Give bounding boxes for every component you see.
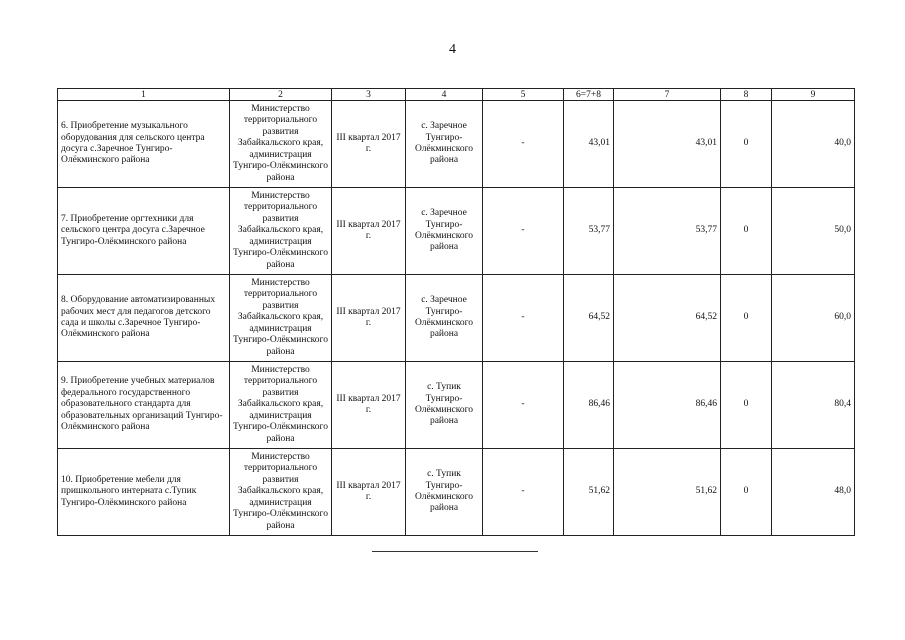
col5-value: - [483, 101, 564, 188]
header-row [58, 89, 855, 101]
activities-table [57, 88, 855, 536]
executor: Министерство территориального развития Забайкальского края, администрация Тунгиро-Олёкминского района [230, 101, 332, 188]
total-value: 86,46 [564, 362, 614, 449]
col5-value: - [483, 188, 564, 275]
col8-value: 0 [721, 101, 772, 188]
footer-divider [372, 551, 538, 552]
table-row [58, 449, 855, 536]
header-cell: 4 [406, 89, 483, 101]
total-value: 64,52 [564, 275, 614, 362]
col8-value: 0 [721, 188, 772, 275]
location: с. Заречное Тунгиро-Олёкминского района [406, 275, 483, 362]
period: III квартал 2017 г. [332, 275, 406, 362]
executor: Министерство территориального развития Забайкальского края, администрация Тунгиро-Олёкминского района [230, 449, 332, 536]
executor: Министерство территориального развития Забайкальского края, администрация Тунгиро-Олёкминского района [230, 275, 332, 362]
col5-value: - [483, 275, 564, 362]
total-value: 53,77 [564, 188, 614, 275]
col7-value: 43,01 [614, 101, 721, 188]
header-cell: 7 [614, 89, 721, 101]
table-row [58, 188, 855, 275]
col9-value: 60,0 [772, 275, 855, 362]
col5-value: - [483, 362, 564, 449]
activity-name: 8. Оборудование автоматизированных рабочих мест для педагогов детского сада и школы с.Заречное Тунгиро-Олёкминского района [58, 275, 230, 362]
executor: Министерство территориального развития Забайкальского края, администрация Тунгиро-Олёкминского района [230, 362, 332, 449]
col8-value: 0 [721, 275, 772, 362]
col9-value: 40,0 [772, 101, 855, 188]
col7-value: 53,77 [614, 188, 721, 275]
header-cell: 2 [230, 89, 332, 101]
col9-value: 80,4 [772, 362, 855, 449]
period: III квартал 2017 г. [332, 449, 406, 536]
period: III квартал 2017 г. [332, 188, 406, 275]
header-cell: 1 [58, 89, 230, 101]
period: III квартал 2017 г. [332, 362, 406, 449]
header-cell: 8 [721, 89, 772, 101]
activity-name: 7. Приобретение оргтехники для сельского центра досуга с.Заречное Тунгиро-Олёкминского района [58, 188, 230, 275]
activity-name: 6. Приобретение музыкального оборудования для сельского центра досуга с.Заречное Тунгиро-Олёкминского района [58, 101, 230, 188]
table-row [58, 101, 855, 188]
period: III квартал 2017 г. [332, 101, 406, 188]
col8-value: 0 [721, 362, 772, 449]
header-cell: 5 [483, 89, 564, 101]
total-value: 43,01 [564, 101, 614, 188]
location: с. Заречное Тунгиро-Олёкминского района [406, 188, 483, 275]
col7-value: 64,52 [614, 275, 721, 362]
page-number: 4 [449, 42, 456, 57]
activity-name: 10. Приобретение мебели для пришкольного интерната с.Тупик Тунгиро-Олёкминского района [58, 449, 230, 536]
col9-value: 50,0 [772, 188, 855, 275]
location: с. Тупик Тунгиро-Олёкминского района [406, 449, 483, 536]
executor: Министерство территориального развития Забайкальского края, администрация Тунгиро-Олёкминского района [230, 188, 332, 275]
header-cell: 3 [332, 89, 406, 101]
location: с. Тупик Тунгиро-Олёкминского района [406, 362, 483, 449]
col7-value: 86,46 [614, 362, 721, 449]
header-cell: 6=7+8 [564, 89, 614, 101]
header-cell: 9 [772, 89, 855, 101]
activity-name: 9. Приобретение учебных материалов федерального государственного образовательного стандарта для образовательных организаций Тунгиро-Олёкминского района [58, 362, 230, 449]
table-row [58, 275, 855, 362]
location: с. Заречное Тунгиро-Олёкминского района [406, 101, 483, 188]
col9-value: 48,0 [772, 449, 855, 536]
table-row [58, 362, 855, 449]
col8-value: 0 [721, 449, 772, 536]
total-value: 51,62 [564, 449, 614, 536]
col5-value: - [483, 449, 564, 536]
col7-value: 51,62 [614, 449, 721, 536]
